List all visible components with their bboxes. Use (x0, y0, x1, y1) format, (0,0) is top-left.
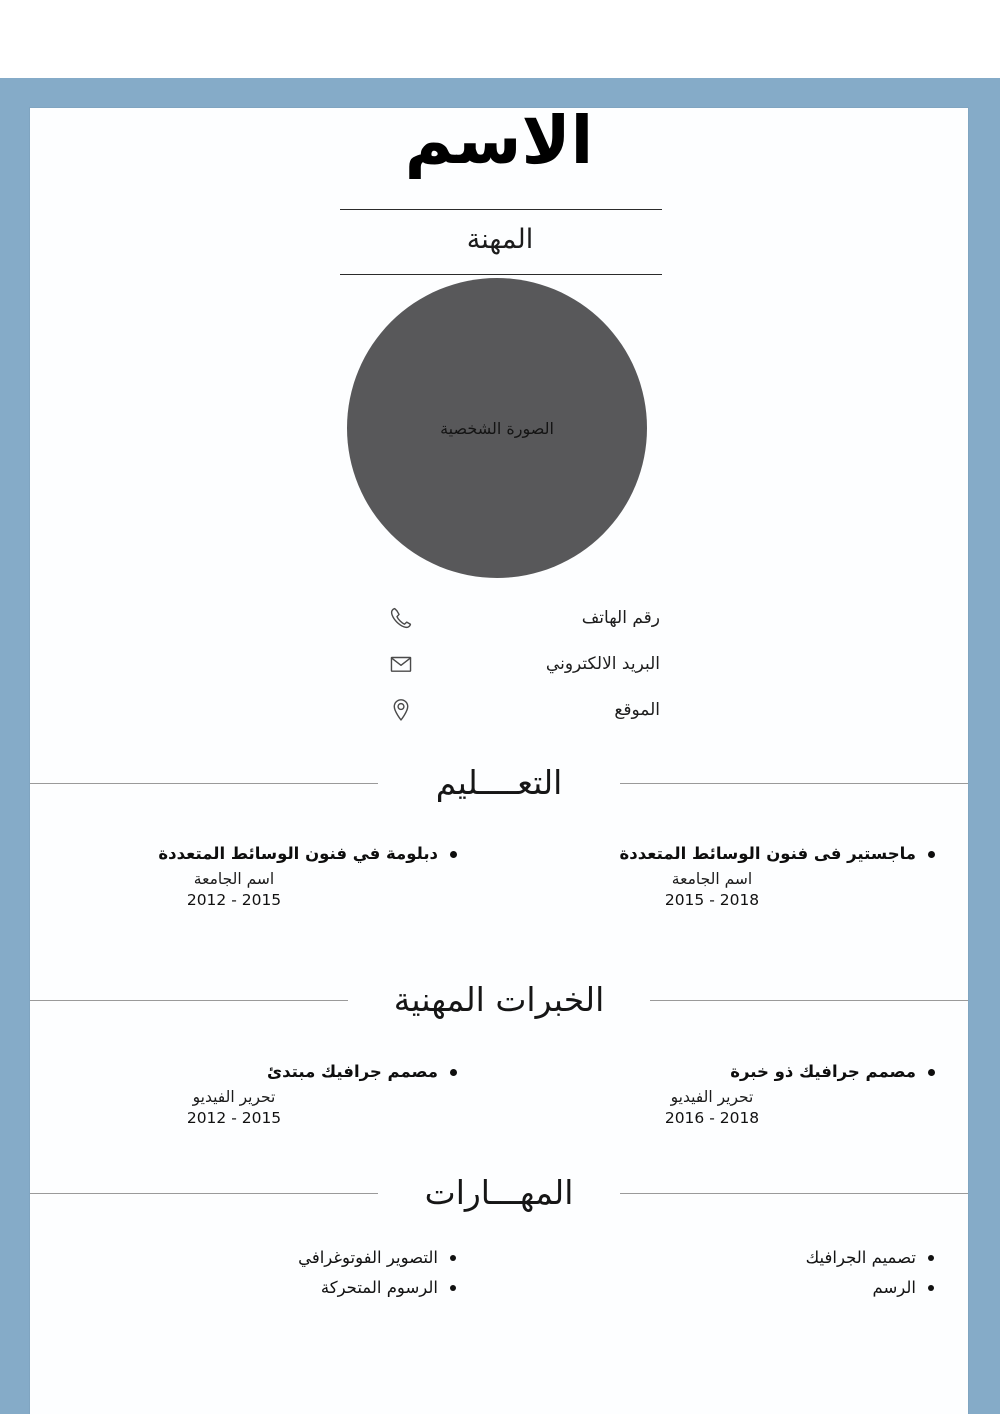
phone-icon (388, 605, 414, 631)
skill-item (30, 1273, 460, 1303)
bullet-icon (450, 1069, 457, 1076)
section-rule-right (620, 783, 968, 784)
bullet-icon (928, 1069, 935, 1076)
contact-row-location[interactable] (340, 687, 660, 733)
education-entry-1-title-row (508, 843, 938, 865)
experience-entry-2-dates: 2012 - 2015 (186, 1109, 282, 1127)
bullet-icon (450, 851, 457, 858)
skill-label: الرسم (872, 1278, 916, 1297)
education-entry-2-dates: 2012 - 2015 (186, 891, 282, 909)
cv-content (30, 102, 968, 1414)
location-pin-icon (388, 697, 414, 723)
education-entry-2 (30, 843, 460, 911)
experience-entry-2 (30, 1061, 460, 1129)
job-title: المهنة (466, 224, 534, 255)
section-rule-left (30, 1193, 378, 1194)
section-title-skills: المهـــارات (407, 1171, 592, 1215)
skills-column-right (508, 1243, 938, 1303)
contact-list (340, 595, 660, 733)
profile-photo-placeholder[interactable] (347, 278, 647, 578)
section-header-education (30, 761, 968, 805)
education-entry-1-subtitle: اسم الجامعة (671, 870, 753, 888)
education-entry-2-subtitle: اسم الجامعة (193, 870, 275, 888)
contact-row-phone[interactable] (340, 595, 660, 641)
education-entry-2-title: دبلومة في فنون الوسائط المتعددة (158, 844, 438, 863)
skill-item (30, 1243, 460, 1273)
experience-entry-1-title: مصمم جرافيك ذو خبرة (730, 1062, 916, 1081)
profile-photo-label: الصورة الشخصية (440, 418, 554, 438)
experience-entry-1-title-row (508, 1061, 938, 1083)
education-entry-1 (508, 843, 938, 911)
skills-column-left (30, 1243, 460, 1303)
skill-label: الرسوم المتحركة (320, 1278, 438, 1297)
job-title-rule-top (340, 209, 662, 210)
experience-entry-1-subtitle: تحرير الفيديو (670, 1088, 754, 1106)
contact-label-location: الموقع (614, 700, 660, 720)
experience-entry-2-subtitle: تحرير الفيديو (192, 1088, 276, 1106)
bullet-icon (928, 851, 935, 858)
contact-label-phone: رقم الهاتف (581, 608, 660, 628)
experience-entry-2-title: مصمم جرافيك مبتدئ (266, 1062, 438, 1081)
experience-entry-1-dates: 2016 - 2018 (664, 1109, 760, 1127)
job-title-rule-bottom (340, 274, 662, 275)
page-title: الاسم (404, 102, 594, 179)
bullet-icon (928, 1255, 934, 1261)
education-entry-1-title: ماجستير فى فنون الوسائط المتعددة (619, 844, 916, 863)
bullet-icon (928, 1285, 934, 1291)
skill-item (508, 1273, 938, 1303)
experience-entry-1 (508, 1061, 938, 1129)
skill-item (508, 1243, 938, 1273)
section-title-education: التعــــليم (418, 761, 581, 805)
section-header-skills (30, 1171, 968, 1215)
section-rule-left (30, 1000, 348, 1001)
contact-row-email[interactable] (340, 641, 660, 687)
section-title-experience: الخبرات المهنية (376, 978, 623, 1022)
contact-label-email: البريد الالكتروني (545, 654, 660, 674)
skill-label: تصميم الجرافيك (805, 1248, 916, 1267)
experience-entry-2-title-row (30, 1061, 460, 1083)
envelope-icon (388, 651, 414, 677)
bullet-icon (450, 1255, 456, 1261)
education-entry-1-dates: 2015 - 2018 (664, 891, 760, 909)
section-rule-left (30, 783, 378, 784)
section-header-experience (30, 978, 968, 1022)
section-rule-right (650, 1000, 968, 1001)
bullet-icon (450, 1285, 456, 1291)
section-rule-right (620, 1193, 968, 1194)
education-entry-2-title-row (30, 843, 460, 865)
skill-label: التصوير الفوتوغرافي (298, 1248, 438, 1267)
